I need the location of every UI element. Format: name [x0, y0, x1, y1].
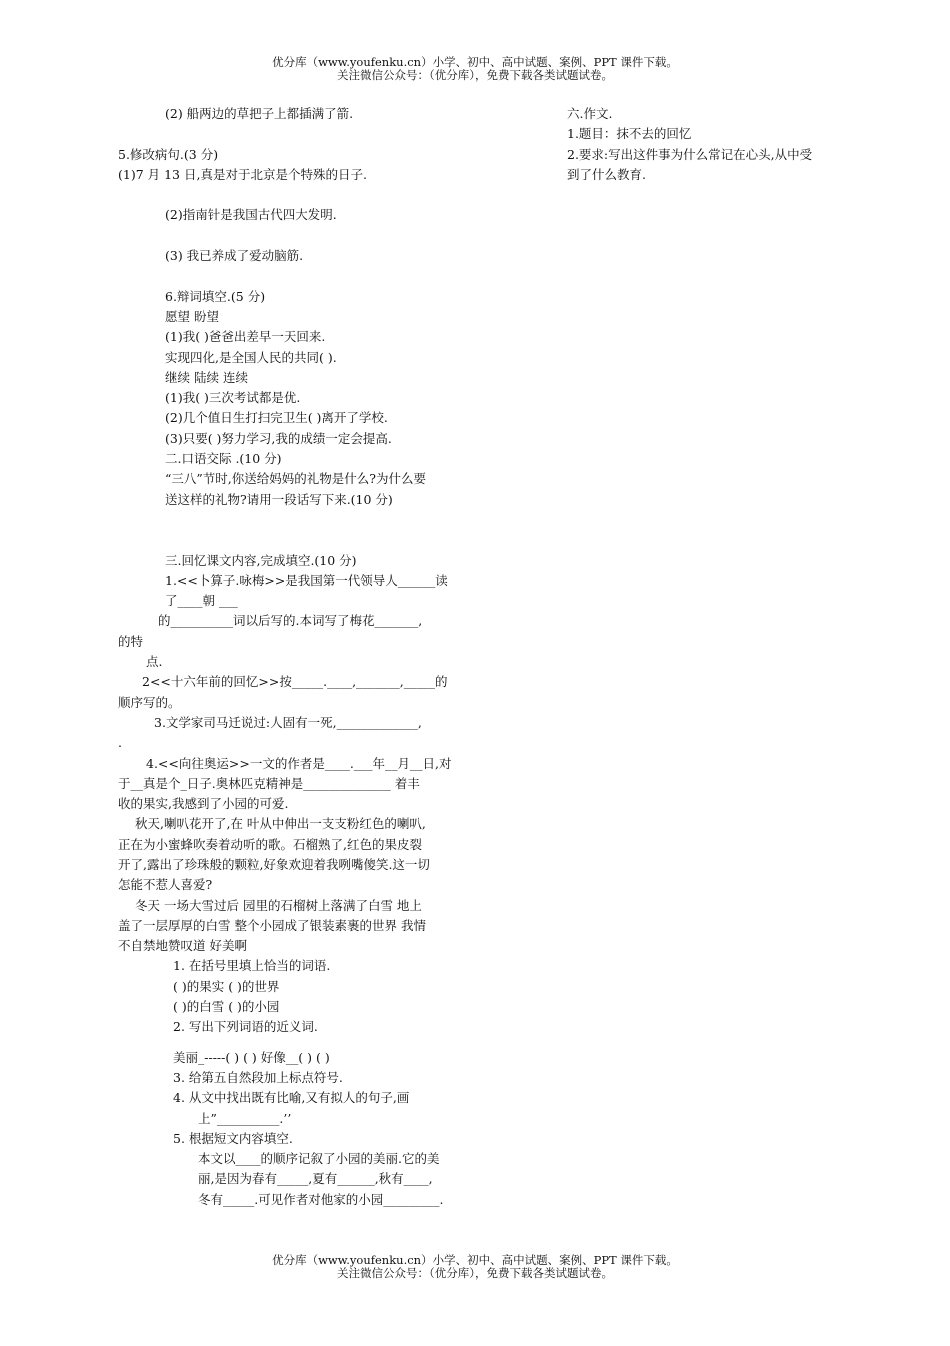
- text-line: (3)只要( )努力学习,我的成绩一定会提高.: [165, 430, 392, 446]
- exercise-3: 3. 给第五自然段加上标点符号.: [173, 1069, 343, 1085]
- section-2-heading: 二.口语交际 .(10 分): [165, 451, 282, 467]
- text-line: 本文以____的顺序记叙了小园的美丽.它的美: [198, 1151, 440, 1167]
- text-line: (2) 船两边的草把子上都插满了箭.: [165, 106, 354, 121]
- text-line: 点.: [146, 654, 163, 670]
- text-line: 实现四化,是全国人民的共同( ).: [165, 349, 337, 365]
- text-line: ( )的白雪 ( )的小园: [173, 999, 280, 1015]
- paragraph-line: 不自禁地赞叹道 好美啊: [118, 938, 247, 954]
- footer-line-2: 关注微信公众号：（优分库），免费下载各类试题试卷。: [337, 1266, 613, 1280]
- exercise-2: 2. 写出下列词语的近义词.: [173, 1019, 318, 1035]
- exercise-4: 4. 从文中找出既有比喻,又有拟人的句子,画: [173, 1090, 410, 1106]
- exercise-1: 1. 在括号里填上恰当的词语.: [173, 958, 331, 974]
- text-line: “三八”节时,你送给妈妈的礼物是什么?为什么要: [165, 471, 426, 487]
- left-column: [118, 104, 463, 1210]
- question-5-heading: 5.修改病句.(3 分): [118, 146, 219, 162]
- paragraph-line: 秋天,喇叭花开了,在 叶从中伸出一支支粉红色的喇叭,: [135, 816, 426, 832]
- text-line: 送这样的礼物?请用一段话写下来.(10 分): [165, 491, 393, 507]
- text-line: 上”__________.’’: [198, 1110, 292, 1126]
- paragraph-line: 开了,露出了珍珠般的颗粒,好象欢迎着我咧嘴傻笑.这一切: [118, 856, 430, 872]
- paragraph-line: 怎能不惹人喜爱?: [118, 877, 213, 893]
- question-6-heading: 6.辩词填空.(5 分): [165, 288, 266, 304]
- page-header: [0, 56, 950, 82]
- text-line: 的特: [118, 633, 144, 649]
- text-line: 美丽_-----( ) ( ) 好像__( ) ( ): [173, 1049, 330, 1065]
- essay-requirement: 2.要求:写出这件事为什么常记在心头,从中受: [567, 146, 813, 162]
- exercise-5: 5. 根据短文内容填空.: [173, 1130, 293, 1146]
- essay-title: 1.题目：抹不去的回忆: [567, 126, 692, 142]
- text-line: 顺序写的。: [118, 694, 181, 710]
- section-6-heading: 六.作文.: [567, 106, 613, 121]
- text-line: 于__真是个_日子.奥林匹克精神是______________ 着丰: [118, 775, 420, 791]
- paragraph-line: 盖了一层厚厚的白雪 整个小园成了银装素裹的世界 我情: [118, 917, 426, 933]
- text-line: 丽,是因为春有_____,夏有______,秋有____,: [198, 1171, 433, 1187]
- text-line: 了____朝 ___: [165, 593, 238, 609]
- essay-requirement-cont: 到了什么教育.: [567, 166, 646, 182]
- text-line: (2)几个值日生打扫完卫生( )离开了学校.: [165, 410, 388, 426]
- header-line-1: 优分库（www.youfenku.cn）小学、初中、高中试题、案例、PPT 课件下载。: [272, 55, 678, 69]
- text-line: 3.文学家司马迁说过:人固有一死,_____________,: [154, 714, 422, 730]
- footer-line-1: 优分库（www.youfenku.cn）小学、初中、高中试题、案例、PPT 课件下载。: [272, 1253, 678, 1267]
- text-line: (1)我( )三次考试都是优.: [165, 390, 301, 406]
- text-line: .: [118, 735, 122, 751]
- text-line: 4.<<向往奥运>>一文的作者是____.___年__月__日,对: [146, 755, 452, 771]
- text-line: (1)7 月 13 日,真是对于北京是个特殊的日子.: [118, 166, 367, 182]
- text-line: 1.<<卜算子.咏梅>>是我国第一代领导人______读: [165, 572, 448, 588]
- text-line: ( )的果实 ( )的世界: [173, 978, 280, 994]
- text-line: 冬有_____.可见作者对他家的小园_________.: [198, 1191, 444, 1207]
- page-footer: [0, 1254, 950, 1280]
- header-line-2: 关注微信公众号：（优分库），免费下载各类试题试卷。: [337, 68, 613, 82]
- paragraph-line: 正在为小蜜蜂吹奏着动听的歌。石榴熟了,红色的果皮裂: [118, 836, 422, 852]
- text-line: 的__________词以后写的.本词写了梅花_______,: [158, 613, 423, 629]
- text-line: (1)我( )爸爸出差早一天回来.: [165, 329, 326, 345]
- text-line: (3) 我已养成了爱动脑筋.: [165, 248, 304, 264]
- word-pair: 愿望 盼望: [165, 308, 219, 324]
- word-group: 继续 陆续 连续: [165, 369, 248, 385]
- text-line: 2<<十六年前的回忆>>按_____.____,_______,_____的: [142, 674, 448, 690]
- right-column: [567, 104, 847, 185]
- text-line: (2)指南针是我国古代四大发明.: [165, 207, 337, 223]
- text-line: 收的果实,我感到了小园的可爱.: [118, 796, 289, 812]
- section-3-heading: 三.回忆课文内容,完成填空.(10 分): [165, 552, 357, 568]
- paragraph-line: 冬天 一场大雪过后 园里的石榴树上落满了白雪 地上: [135, 897, 422, 913]
